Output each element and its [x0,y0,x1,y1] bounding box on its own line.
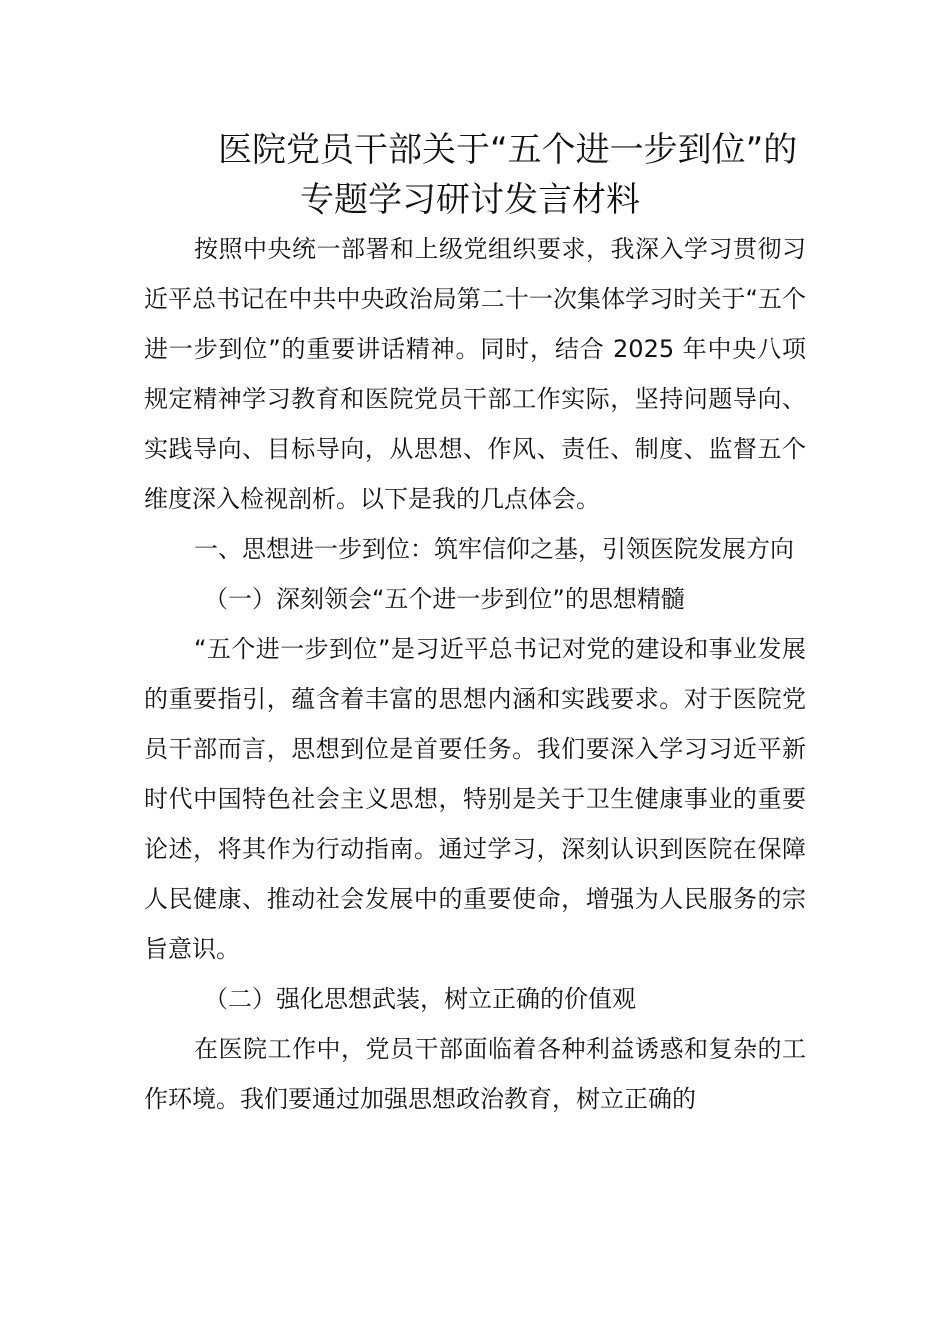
intro-paragraph: 按照中央统一部署和上级党组织要求，我深入学习贯彻习近平总书记在中共中央政治局第二十一次集体学习时关于“五个进一步到位”的重要讲话精神。同时，结合 2025 年中央八项规定精神学习教育和医院党员干部工作实际，坚持问题导向、实践导向、目标导向，从思想、作风、责任、制度、监督五个维度深入检视剖析。以下是我的几点体会。 [144,235,806,513]
document-body [144,224,806,1124]
body-paragraph-2: 在医院工作中，党员干部面临着各种利益诱惑和复杂的工作环境。我们要通过加强思想政治教育，树立正确的 [144,1035,806,1113]
document-title-line1: 医院党员干部关于“五个进一步到位”的 [218,130,798,170]
document-title-line2: 专题学习研讨发言材料 [300,180,640,220]
body-paragraph-1: “五个进一步到位”是习近平总书记对党的建设和事业发展的重要指引，蕴含着丰富的思想内涵和实践要求。对于医院党员干部而言，思想到位是首要任务。我们要深入学习习近平新时代中国特色社会主义思想，特别是关于卫生健康事业的重要论述，将其作为行动指南。通过学习，深刻认识到医院在保障人民健康、推动社会发展中的重要使命，增强为人民服务的宗旨意识。 [144,635,806,963]
subsection-heading-1: （一）深刻领会“五个进一步到位”的思想精髓 [204,585,685,613]
section-heading-1: 一、思想进一步到位：筑牢信仰之基，引领医院发展方向 [194,535,794,563]
subsection-heading-2: （二）强化思想武装，树立正确的价值观 [204,985,636,1013]
